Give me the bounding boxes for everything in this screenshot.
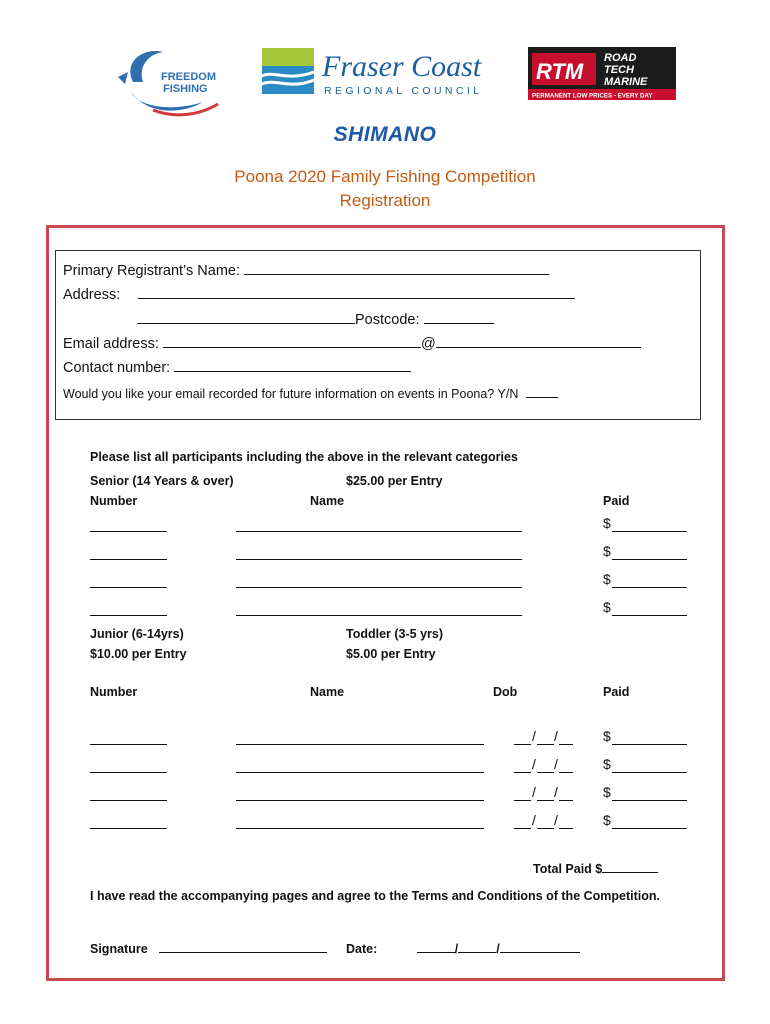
junior-dob-year-field[interactable] <box>559 730 573 745</box>
fraser-coast-logo <box>262 46 502 98</box>
junior-paid-field[interactable] <box>612 814 687 829</box>
senior-price: $25.00 per Entry <box>346 474 443 488</box>
junior-dollar-sign: $ <box>603 756 611 772</box>
junior-number-field[interactable] <box>90 758 167 773</box>
junior-name-header: Name <box>310 685 345 699</box>
dob-slash: / <box>554 812 558 828</box>
junior-dob-month-field[interactable] <box>537 730 554 745</box>
total-paid-label: Total Paid $ <box>533 862 603 876</box>
contact-field[interactable] <box>174 357 411 372</box>
registrant-name-label: Primary Registrant’s Name: <box>63 263 241 279</box>
rtm-line1: ROAD <box>604 52 637 64</box>
junior-name-field[interactable] <box>236 814 484 829</box>
dob-slash: / <box>554 728 558 744</box>
date-slash-2: / <box>496 942 500 956</box>
future-info-yn-field[interactable] <box>526 383 558 398</box>
freedom-text-1: FREEDOM <box>161 71 216 83</box>
road-tech-marine-logo <box>528 47 676 100</box>
total-paid-row <box>533 858 658 876</box>
junior-dollar-sign: $ <box>603 784 611 800</box>
senior-name-field[interactable] <box>236 545 522 560</box>
senior-name-header: Name <box>310 494 345 508</box>
date-label: Date: <box>346 942 378 956</box>
senior-dollar-sign: $ <box>603 571 611 587</box>
senior-paid-field[interactable] <box>612 601 687 616</box>
junior-paid-field[interactable] <box>612 786 687 801</box>
senior-dollar-sign: $ <box>603 515 611 531</box>
senior-number-field[interactable] <box>90 573 167 588</box>
signature-field[interactable] <box>159 938 327 953</box>
senior-name-field[interactable] <box>236 517 522 532</box>
junior-dollar-sign: $ <box>603 812 611 828</box>
junior-name-field[interactable] <box>236 786 484 801</box>
dob-slash: / <box>554 784 558 800</box>
future-info-question: Would you like your email recorded for future information on events in Poona? Y/N <box>63 387 519 401</box>
email-at: @ <box>420 336 436 352</box>
contact-label: Contact number: <box>63 360 171 376</box>
junior-dob-day-field[interactable] <box>514 730 531 745</box>
rtm-line3: MARINE <box>604 76 648 88</box>
senior-label: Senior (14 Years & over) <box>90 474 234 488</box>
junior-dob-month-field[interactable] <box>537 814 554 829</box>
email-user-field[interactable] <box>163 333 421 348</box>
junior-label: Junior (6-14yrs) <box>90 627 184 641</box>
fraser-sub: REGIONAL COUNCIL <box>324 85 483 97</box>
dob-slash: / <box>532 812 536 828</box>
junior-paid-header: Paid <box>603 685 630 699</box>
rtm-line2: TECH <box>604 64 634 76</box>
junior-dob-header: Dob <box>493 685 518 699</box>
senior-paid-field[interactable] <box>612 517 687 532</box>
senior-dollar-sign: $ <box>603 599 611 615</box>
senior-number-field[interactable] <box>90 545 167 560</box>
freedom-fishing-logo <box>113 42 225 120</box>
junior-price: $10.00 per Entry <box>90 647 187 661</box>
registrant-name-field[interactable] <box>244 260 549 275</box>
postcode-row <box>137 309 494 328</box>
address-row <box>63 284 575 303</box>
junior-name-field[interactable] <box>236 730 484 745</box>
participants-instruction: Please list all participants including the above in the relevant categories <box>90 450 518 464</box>
senior-number-header: Number <box>90 494 138 508</box>
senior-name-field[interactable] <box>236 601 522 616</box>
page-title <box>0 165 770 213</box>
dob-slash: / <box>554 756 558 772</box>
signature-label: Signature <box>90 942 148 956</box>
date-day-field[interactable] <box>417 938 455 953</box>
email-label: Email address: <box>63 336 159 352</box>
dob-slash: / <box>532 728 536 744</box>
junior-dob-day-field[interactable] <box>514 758 531 773</box>
postcode-field[interactable] <box>424 309 494 324</box>
date-year-field[interactable] <box>500 938 580 953</box>
total-paid-field[interactable] <box>602 858 658 873</box>
junior-paid-field[interactable] <box>612 758 687 773</box>
signature-row <box>90 938 327 956</box>
junior-number-field[interactable] <box>90 730 167 745</box>
senior-name-field[interactable] <box>236 573 522 588</box>
address-line2-field[interactable] <box>137 309 355 324</box>
rtm-badge: RTM <box>536 59 584 84</box>
dob-slash: / <box>532 756 536 772</box>
junior-number-field[interactable] <box>90 786 167 801</box>
contact-row <box>63 357 411 376</box>
senior-number-field[interactable] <box>90 601 167 616</box>
toddler-price: $5.00 per Entry <box>346 647 436 661</box>
registrant-name-row <box>63 260 549 279</box>
junior-dob-month-field[interactable] <box>537 758 554 773</box>
junior-dob-year-field[interactable] <box>559 814 573 829</box>
senior-dollar-sign: $ <box>603 543 611 559</box>
freedom-text-2: FISHING <box>163 83 208 95</box>
junior-dob-day-field[interactable] <box>514 814 531 829</box>
rtm-tagline: PERMANENT LOW PRICES - EVERY DAY <box>532 92 653 100</box>
senior-paid-field[interactable] <box>612 573 687 588</box>
junior-name-field[interactable] <box>236 758 484 773</box>
shimano-logo: SHIMANO <box>333 123 437 146</box>
junior-number-header: Number <box>90 685 138 699</box>
email-domain-field[interactable] <box>436 333 641 348</box>
fraser-name: Fraser Coast <box>322 50 482 83</box>
postcode-label: Postcode: <box>355 312 420 328</box>
agreement-text: I have read the accompanying pages and agree to the Terms and Conditions of the Competition. <box>90 889 660 903</box>
date-month-field[interactable] <box>458 938 496 953</box>
toddler-label: Toddler (3-5 yrs) <box>346 627 444 641</box>
dob-slash: / <box>532 784 536 800</box>
senior-paid-field[interactable] <box>612 545 687 560</box>
junior-dob-year-field[interactable] <box>559 758 573 773</box>
email-row <box>63 333 641 352</box>
address-label: Address: <box>63 287 121 303</box>
future-info-row <box>63 383 558 401</box>
junior-dob-month-field[interactable] <box>537 786 554 801</box>
junior-dob-day-field[interactable] <box>514 786 531 801</box>
date-row <box>346 938 580 956</box>
address-field[interactable] <box>138 284 575 299</box>
title-line-1: Poona 2020 Family Fishing Competition <box>234 167 536 186</box>
date-slash-1: / <box>454 942 459 956</box>
senior-number-field[interactable] <box>90 517 167 532</box>
junior-dollar-sign: $ <box>603 728 611 744</box>
junior-dob-year-field[interactable] <box>559 786 573 801</box>
junior-number-field[interactable] <box>90 814 167 829</box>
title-line-2: Registration <box>339 191 431 210</box>
senior-paid-header: Paid <box>603 494 630 508</box>
junior-paid-field[interactable] <box>612 730 687 745</box>
